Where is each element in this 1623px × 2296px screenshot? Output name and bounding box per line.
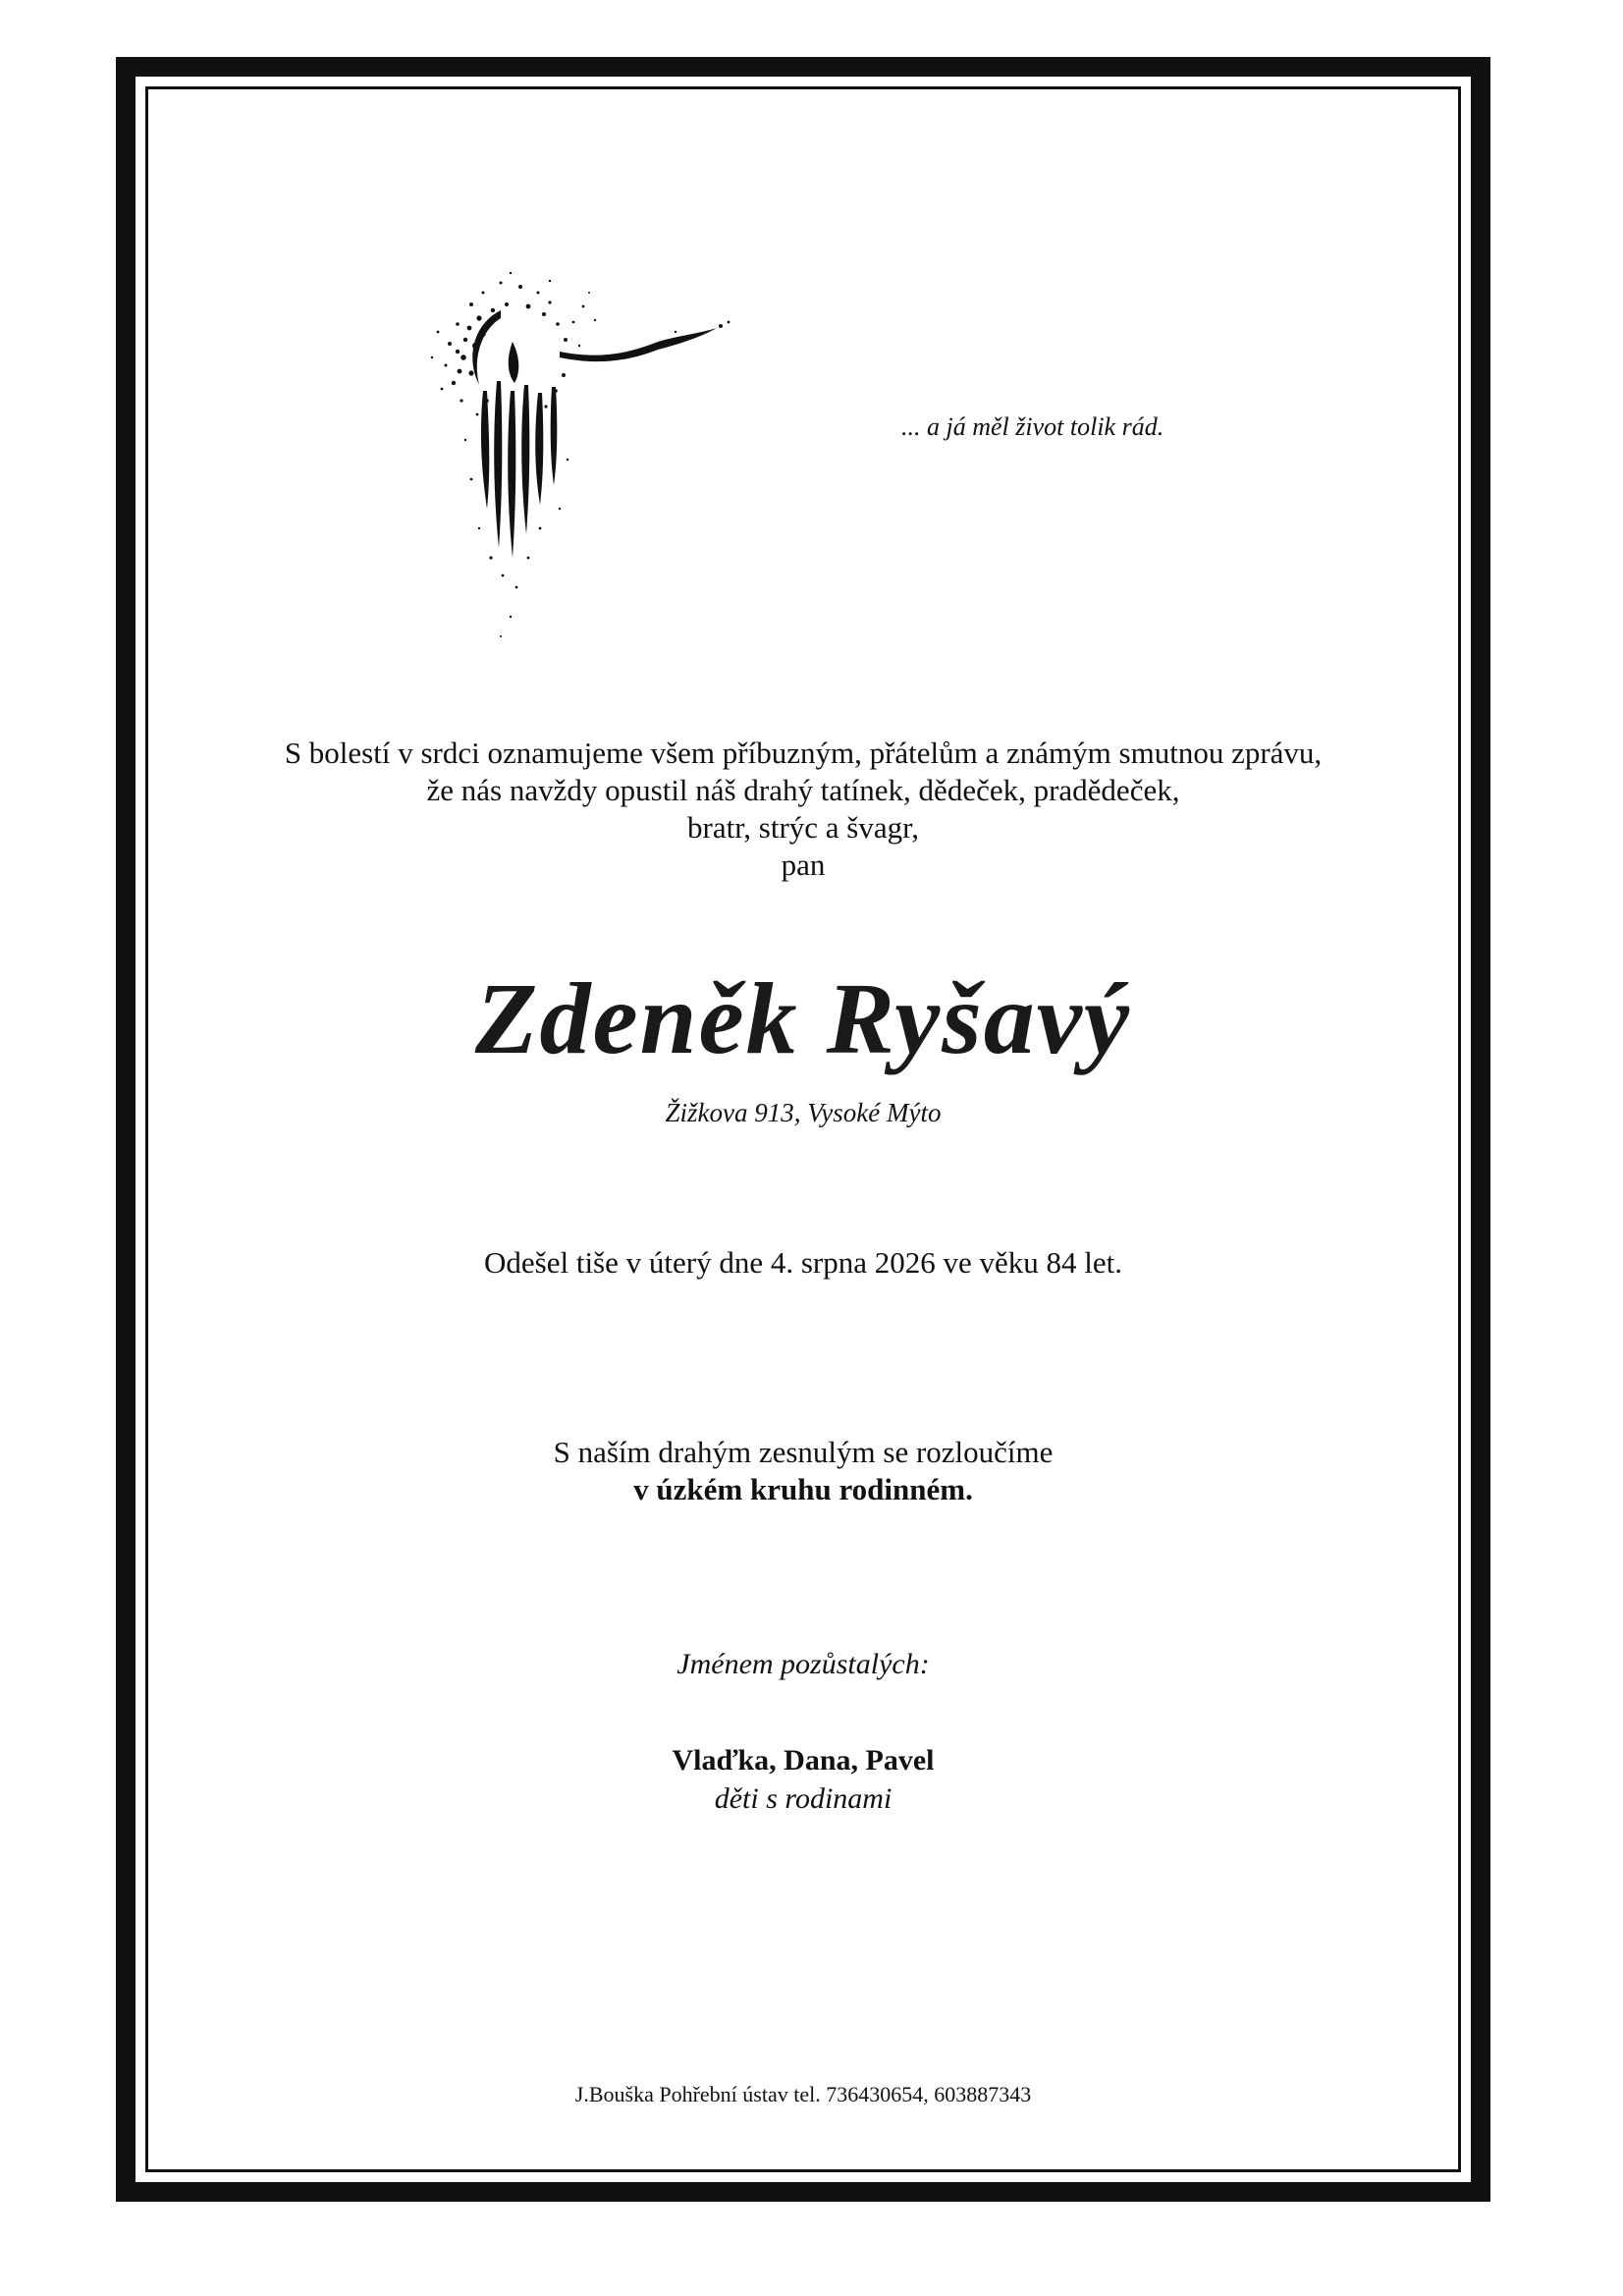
announcement-line-3: bratr, strýc a švagr, <box>687 810 919 845</box>
motto-quote: ... a já měl život tolik rád. <box>901 412 1164 441</box>
announcement-line-4: pan <box>781 847 826 882</box>
funeral-home-footer: J.Bouška Pohřební ústav tel. 736430654, 603887343 <box>574 2082 1032 2106</box>
farewell-line-1: S naším drahým zesnulým se rozloučíme <box>553 1435 1054 1469</box>
deceased-name: Zdeněk Ryšavý <box>474 962 1132 1075</box>
on-behalf-label: Jménem pozůstalých: <box>676 1648 930 1680</box>
farewell-text <box>116 1434 1490 1508</box>
survivors-names: Vlaďka, Dana, Pavel <box>672 1744 935 1777</box>
death-notice: Odešel tiše v úterý dne 4. srpna 2026 ve věku 84 let. <box>484 1245 1122 1280</box>
announcement-line-1: S bolestí v srdci oznamujeme všem příbuzným, přátelům a známým smutnou zprávu, <box>284 736 1323 770</box>
notice-content <box>116 57 1490 2202</box>
survivors-relation: děti s rodinami <box>714 1782 893 1815</box>
farewell-line-2: v úzkém kruhu rodinném. <box>633 1472 973 1506</box>
announcement-line-2: že nás navždy opustil náš drahý tatínek, dědeček, pradědeček, <box>426 773 1180 807</box>
candle-flame-emblem-icon <box>363 263 795 676</box>
announcement-text <box>116 735 1490 884</box>
deceased-address: Žižkova 913, Vysoké Mýto <box>665 1098 942 1127</box>
